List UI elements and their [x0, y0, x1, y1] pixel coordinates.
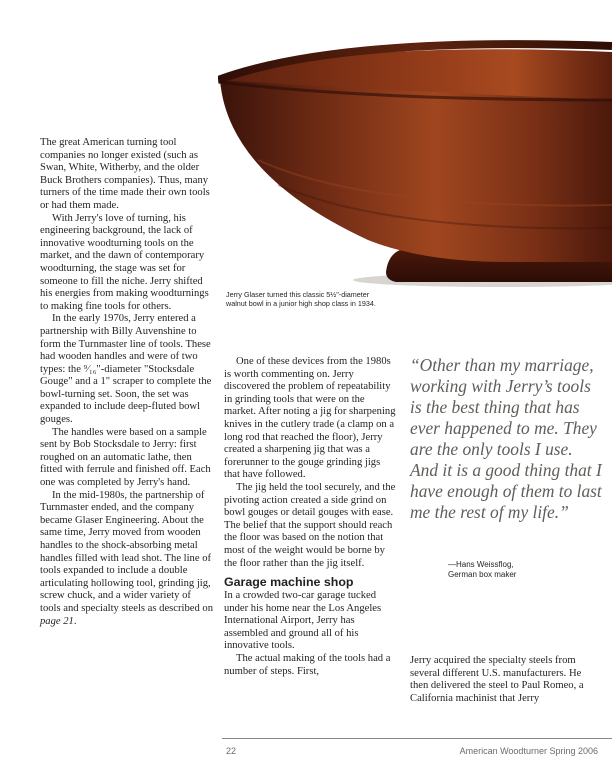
footer-rule — [222, 738, 612, 739]
col2-paragraph: The actual making of the tools had a number of steps. First, — [224, 653, 391, 677]
col2-paragraph: One of these devices from the 1980s is worth commenting on. Jerry discovered the problem of repeatability in grinding tools that were on the market. After noting a jig for sharpening knives in the cutlery trade (a clamp on a long rod that reached the floor), Jerry created a sharpening jig that was a forerunner to the gouge grinding jigs that have followed. — [224, 356, 396, 481]
col2-paragraph: The jig held the tool securely, and the pivoting action created a side grind on bowl gouges or detail gouges with ease. The belief that the support should reach the floor was based on the notion that most of the weight would be borne by the floor rather than the jig itself. — [224, 481, 396, 569]
col1-paragraph — [40, 490, 214, 629]
col1-paragraph-end: . — [73, 615, 77, 627]
page-number: 22 — [226, 746, 237, 756]
col1-paragraph: The handles were based on a sample sent by Bob Stocksdale to Jerry: first roughed on an automatic lathe, then fitted with ferrule and finished off. Each one was completed by Jerry's hand. — [40, 426, 211, 489]
publication-title: American Woodturner Spring 2006 — [459, 746, 598, 756]
page-reference-link: page 21 — [40, 615, 74, 627]
article-column-1 — [40, 137, 214, 628]
attribution-name: —Hans Weissflog, — [448, 560, 514, 569]
col2-paragraph: In a crowded two-car garage tucked under his home near the Los Angeles International Airport, Jerry has assembled and ground all of his innovative tools. — [224, 590, 382, 652]
col1-paragraph: With Jerry's love of turning, his engineering background, the lack of innovative woodturning tools on the market, and the dawn of contemporary woodturning, the stage was set for someone to fill the niche. Jerry shifted his energies from making woodturnings to making fine tools for others. — [40, 212, 209, 312]
photo-caption: Jerry Glaser turned this classic 5½"-diameter walnut bowl in a junior high shop class in 1934. — [226, 290, 376, 308]
col3-paragraph: Jerry acquired the specialty steels from several different U.S. manufacturers. He then delivered the steel to Paul Romeo, a California machinist that Jerry — [410, 655, 584, 704]
pull-quote-attribution — [448, 560, 598, 580]
col1-paragraph-text: In the mid-1980s, the partnership of Turnmaster ended, and the company became Glaser Engineering. About the same time, Jerry moved from wooden handles to the shock-absorbing metal handles filled with lead shot. The line of tools expanded to include a double articulating hollowing tool, grinding jig, screw chuck, and a wider variety of tools and specialty steels as described on — [40, 489, 213, 614]
pull-quote: “Other than my marriage, working with Jerry’s tools is the best thing that has ever happened to me. They are the only tools I use. And it is a good thing that I have enough of them to last me the rest of my life.” — [410, 355, 602, 522]
col1-paragraph: In the early 1970s, Jerry entered a partnership with Billy Auvenshine to form the Turnmaster line of tools. These had wooden handles and were of two types: the ⁹⁄₁₆"-diameter "Stocksdale Gouge" and a 1" scraper to complete the bowl-turning set. Soon, the set was expanded to include deep-fluted bowl gouges. — [40, 313, 212, 426]
attribution-title: German box maker — [448, 570, 517, 579]
walnut-bowl-photo — [218, 0, 612, 290]
section-heading: Garage machine shop — [224, 575, 354, 590]
walnut-bowl-image — [218, 0, 612, 290]
col1-paragraph: The great American turning tool companies no longer existed (such as Swan, White, Witherby, and the older Buck Brothers companies). Thus, many turners of the time made their own tools or had them made. — [40, 137, 210, 211]
article-column-2 — [224, 356, 396, 678]
article-column-3 — [410, 655, 586, 705]
